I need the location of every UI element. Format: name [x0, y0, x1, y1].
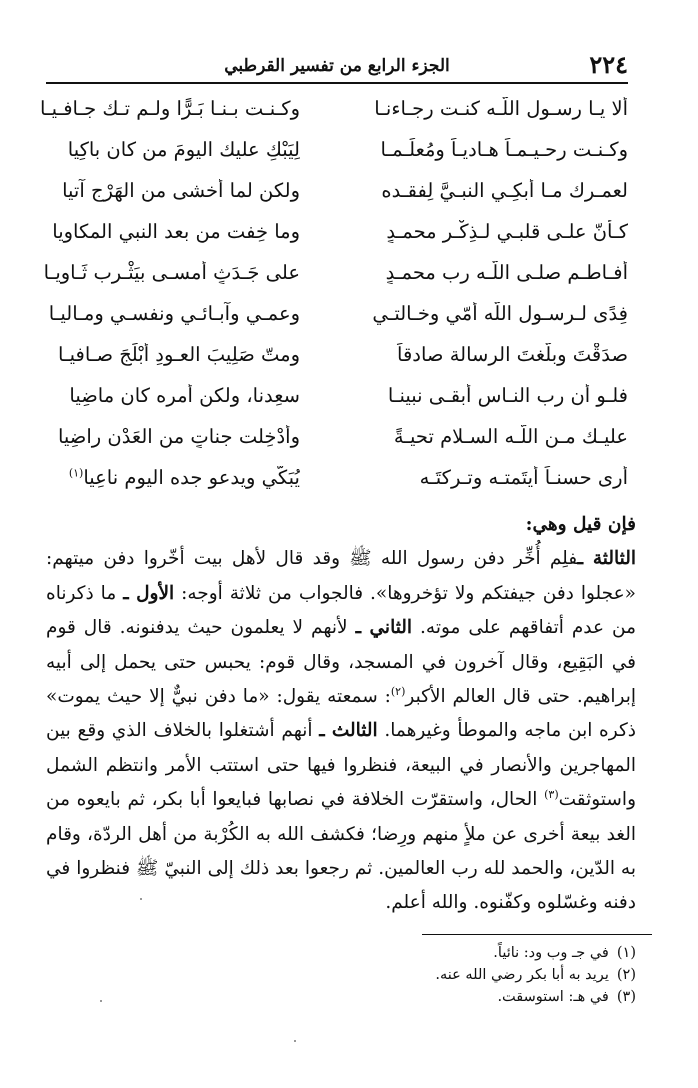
prose-text: أنهم أشتغلوا بالخلاف الذي وقع بين المهاجرين والأنصار في البيعة، فنظروا فيها حتى استتب الأمر وانتظم الشمل واستوثقت [46, 720, 636, 811]
footnote [200, 986, 636, 1008]
verse-second-hemistich [30, 302, 300, 325]
prose-text: لأنهم لا يعلمون حيث يدفنونه. قال قوم في البَقِيع، وقال آخرون في المسجد، وقال قوم: يحبس حتى يحمل إلى أبيه إبراهيم. حتى قال العالم الأكبر [46, 617, 636, 708]
page-number: ٢٢٤ [589, 50, 628, 79]
footnote-ref: (٢) [390, 684, 406, 698]
footnote-text: يريد به أبا بكر رضي الله عنه. [435, 967, 609, 983]
footnotes [200, 942, 636, 1008]
verse-line [30, 252, 628, 293]
verse-second-hemistich [30, 179, 300, 202]
verse-second-hemistich [30, 384, 300, 407]
section-label: الثالث ـ [319, 720, 378, 742]
scan-speck [294, 1040, 296, 1042]
section-label: الثالثة ـ [577, 548, 636, 570]
verse-second-hemistich [30, 343, 300, 366]
verse-first-hemistich: فلـو أن رب النـاس أبقـى نبينـا [387, 384, 628, 407]
verse-first-hemistich: وكـنـت رحـيـمـاً هـاديـاً ومُعلِّـمـا [380, 138, 628, 161]
footnote [200, 964, 636, 986]
prose-text: ما ذكرناه من عدم أتفاقهم على موته. [46, 582, 636, 639]
footnote-number: (٣) [616, 989, 636, 1005]
verse-second-text: ومتّ صَلِيبَ العـودِ أبْلَجَ صـافيـا [57, 343, 300, 366]
verse-second-text: وما خِفت من بعد النبي المكاويا [52, 220, 300, 243]
verse-second-hemistich [30, 466, 300, 489]
verse-first-hemistich: أفـاطـم صلـى اللّـه رب محمـدٍ [385, 261, 628, 284]
verse-line [30, 88, 628, 129]
footnote-number: (٢) [616, 967, 636, 983]
verse-second-hemistich [30, 261, 300, 284]
verse-first-hemistich: صدَقْتَ وبلّغتَ الرسالة صادقاً [397, 343, 628, 366]
footnote-text: في هـ: استوسقت. [497, 989, 609, 1005]
verse-second-text: وعمـي وآبـائـي ونفسـي ومـاليـا [48, 302, 300, 325]
verse-second-hemistich [30, 138, 300, 161]
footnote-number: (١) [616, 945, 636, 961]
verse-second-text: لِيَبْكِ عليك اليومَ من كان باكِيا [67, 138, 300, 161]
footnote-separator [422, 934, 652, 935]
question-heading: فإن قيل وهي: [525, 514, 636, 535]
verse-first-hemistich: كـأنّ علـى قلبـي لـذِكْـرِ محمـدٍ [386, 220, 628, 243]
footnote-ref: (٣) [544, 788, 559, 802]
verse-second-text: يُبَكّي ويدعو جده اليوم ناعِيا [83, 466, 300, 489]
section-label: الثاني ـ [355, 617, 413, 639]
verse-second-text: وأُدْخِلت جناتٍ من العَدْن راضِيا [57, 425, 300, 448]
verse-first-hemistich: ألا يـا رسـول اللّـه كنـت رجـاءنـا [374, 97, 628, 120]
verse-second-hemistich [30, 220, 300, 243]
prose-text: فلِم أُخِّر دفن رسول الله ﷺ وقد قال لأهل بيت أخّروا دفن ميتهم: «عجلوا دفن جيفتكم ولا تؤخروها». فالجواب من ثلاثة أوجه: [46, 548, 636, 604]
scan-speck [100, 1000, 102, 1002]
verse-line [30, 334, 628, 375]
prose-section [46, 508, 636, 921]
verse-line [30, 293, 628, 334]
verse-first-hemistich: عليـك مـن اللّـه السـلام تحيـةً [393, 425, 628, 448]
section-label: الأول ـ [123, 582, 175, 604]
verse-first-hemistich: لعمـرك مـا أبكِـي النبـيَّ لِفقـده [381, 179, 628, 202]
verse-line [30, 170, 628, 211]
verse-second-text: ولكن لما أخشى من الهَرْج آتيا [62, 179, 300, 202]
poem [30, 88, 628, 498]
verse-line [30, 375, 628, 416]
footnote-ref: (١) [68, 466, 84, 480]
verse-second-text: وكـنـت بـنـا بَـرًّا ولـم تـك جـافـيـا [39, 97, 300, 120]
footnote-text: في جـ وب ود: نائياً. [493, 945, 609, 961]
scan-speck [140, 898, 142, 900]
verse-first-hemistich: فِدًى لـرسـول اللّه أُمّي وخـالتـي [372, 302, 628, 325]
prose-paragraph [46, 542, 636, 920]
verse-second-hemistich [30, 425, 300, 448]
running-title: الجزء الرابع من تفسير القرطبي [224, 56, 450, 76]
verse-second-text: سعِدنا، ولكن أمره كان ماضِيا [69, 384, 300, 407]
prose-text: : سمعته يقول: «ما دفن نبيٌّ إلا حيث يموت» ذكره ابن ماجه والموطأ وغيرهما. [46, 686, 637, 742]
verse-line [30, 416, 628, 457]
verse-first-hemistich: أرى حسنـاً أيتَمتـه وتـركتَـه [419, 466, 628, 489]
verse-line [30, 211, 628, 252]
verse-line [30, 129, 628, 170]
verse-line [30, 457, 628, 498]
footnote [200, 942, 636, 964]
verse-second-text: على جَـدَثٍ أمسـى بيَثْـرب ثَـاويـا [43, 261, 300, 284]
verse-second-hemistich [30, 97, 300, 120]
prose-text: الحال، واستقرّت الخلافة في نصابها فبايعوا أبا بكر، ثم بايعوه من الغد بيعة أخرى عن ملأٍ منهم ورِضا؛ فكشف الله به الكُرْبة من أهل الردّة، وقام به الدّين، والحمد لله رب العالمين. ثم رجعوا بعد ذلك إلى النبيّ ﷺ فنظروا في دفنه وغسّلوه وكفّنوه. والله أعلم. [46, 789, 636, 914]
page-header [46, 46, 628, 84]
